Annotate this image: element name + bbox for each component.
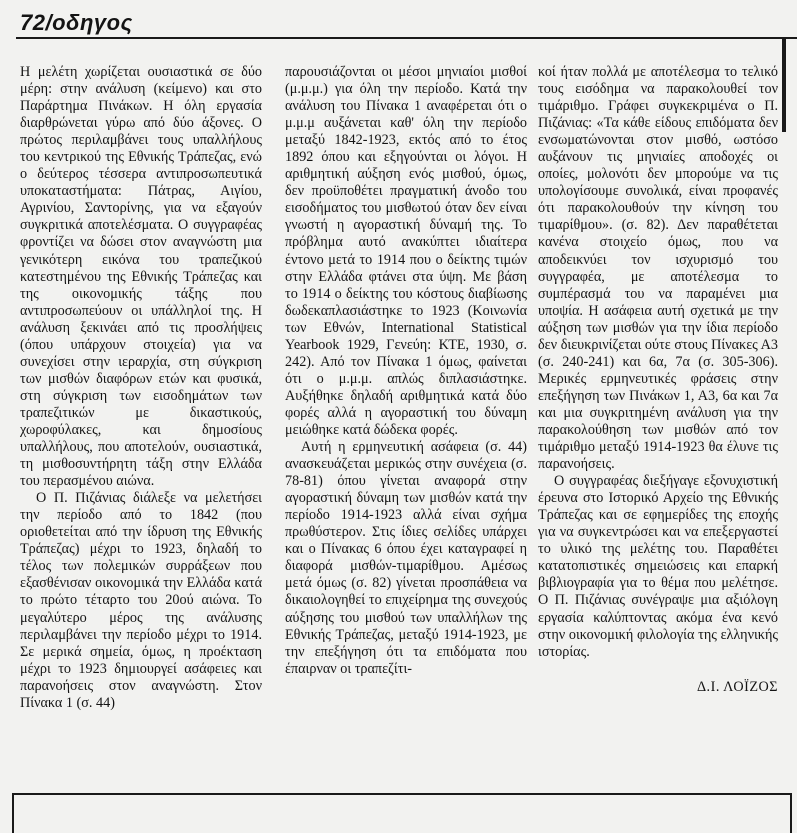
margin-bar [782, 38, 786, 132]
paragraph-period: Ο Π. Πιζάνιας διάλεξε να μελετήσει την περίοδο από το 1842 (που οριοθετείται από την ίδρυση της Εθνικής Τράπεζας) μέχρι το 1923, δηλαδή το τέλος των πολεμικών συρράξεων που εξασθένισαν οικονομικά την Ελλάδα κατά το πρώτο τέταρτο του 20ού αιώνα. Το μεγαλύτερο μέρος της ανάλυσης περιλαμβάνει την περίοδο μέχρι το 1914. Σε μερικά σημεία, όμως, η προέκταση μέχρι το 1923 δημιουργεί ασάφειες και παρανοήσεις στον αναγνώστη. Στον Πίνακα 1 (σ. 44) [20, 490, 262, 711]
author-signature: Δ.Ι. ΛΟΪΖΟΣ [696, 678, 778, 695]
page-header [16, 10, 797, 44]
paragraph-salaries: παρουσιάζονται οι μέσοι μηνιαίοι μισθοί (μ.μ.μ.) για όλη την περίοδο. Κατά την ανάλυση του Πίνακα 1 αναφέρεται ότι ο μ.μ.μ αυξάνεται καθ' όλη την περίοδο μεταξύ 1842-1923, εκτός από το έτος 1892 όπου και εξηγούνται οι λόγοι. Η αριθμητική αύξηση ενός μισθού, όμως, δεν προϋποθέτει πραγματική άνοδο του εισοδήματος του μισθωτού όταν δεν είναι γνωστή η αγοραστική δύναμή της. Το πρόβλημα αυτό ανακύπτει ιδιαίτερα έντονο μετά το 1914 που ο δείκτης τιμών στην Ελλάδα φτάνει στα ύψη. Με βάση το 1914 ο δείκτης του κόστους διαβίωσης δωδεκαπλασιάστηκε το 1923 (Κοινωνία των Εθνών, International Statistical Yearbook 1929, Γενεύη: ΚΤΕ, 1930, σ. 242). Από τον Πίνακα 1 όμως, φαίνεται ότι ο μ.μ.μ. απλώς διπλασιάστηκε. Αυξήθηκε δηλαδή αριθμητικά κατά δύο φορές αλλά η αγοραστική του δύναμη μειώθηκε κατά δώδεκα φορές. [285, 64, 527, 438]
paragraph-ambiguity: Αυτή η ερμηνευτική ασάφεια (σ. 44) ανασκευάζεται μερικώς στην συνέχεια (σ. 78-81) όπου γίνεται αναφορά στην αγοραστική δύναμη των μισθών κατά την περίοδο 1914-1923 αλλά είναι σχήμα πρωθύστερον. Στις ίδιες σελίδες υπάρχει και ο Πίνακας 6 όπου έχει καταγραφεί η διαφορά μισθών-τιμαρίθμου. Αμέσως μετά όμως (σ. 82) γίνεται προσπάθεια να δικαιολογηθεί το επιχείρημα της συνεχούς αύξησης του μισθού των υπαλλήλων της Εθνικής Τράπεζας, μεταξύ 1914-1923, με την επεξήγηση ότι τα επιδόματα που έπαιρναν οι τραπεζίτι- [285, 439, 527, 677]
page-number-section-title: 72/οδηγος [20, 10, 133, 35]
paragraph-conclusion: Ο συγγραφέας διεξήγαγε εξονυχιστική έρευνα στο Ιστορικό Αρχείο της Εθνικής Τράπεζας και σε εφημερίδες της εποχής για να συγκεντρώσει και να επεξεργαστεί το υλικό της μελέτης του. Παραθέτει κατατοπιστικές σημειώσεις και επαρκή βιβλιογραφία για το θέμα που μελέτησε. Ο Π. Πιζάνιας συνέγραψε μια αξιόλογη εργασία καλύπτοντας ακόμα ένα κενό στην οικονομική φιλολογία της ελληνικής ιστορίας. [538, 473, 778, 660]
article-column-3 [538, 64, 778, 696]
article-column-1 [20, 64, 262, 712]
paragraph-structure: Η μελέτη χωρίζεται ουσιαστικά σε δύο μέρη: στην ανάλυση (κείμενο) και στο Παράρτημα Πινάκων. Η όλη εργασία διαρθρώνεται γύρω από δύο άξονες. Ο πρώτος περιλαμβάνει τους υπαλλήλους του κεντρικού της Εθνικής Τράπεζας, ενώ ο δεύτερος τέσσερα αντιπροσωπευτικά υποκαταστήματα: Πάτρας, Αιγίου, Αγρινίου, Σαντορίνης, για να εξαγούν συγκριτικά αποτελέσματα. Ο συγγραφέας φροντίζει να δώσει στον αναγνώστη μια γενικότερη εικόνα του τραπεζικού κατεστημένου της Εθνικής Τράπεζας και της οικονομικής τάξης που αντιπροσωπεύουν οι υπάλληλοί της. Η ανάλυση ξεκινάει από τις προσλήψεις (όπου υπάρχουν στοιχεία) για να συνεχίσει στην ιεραρχία, στη σύγκριση των μισθών διαφόρων ετών και φυσικά, στη σύγκριση των εισοδημάτων των τραπεζιτικών με δικαστικούς, χωροφύλακες, και δημοσίους υπαλλήλους, που αποτελούν, ουσιαστικά, τη μισθοσυντήρητη τάξη στην Ελλάδα του περασμένου αιώνα. [20, 64, 262, 490]
paragraph-allowances: κοί ήταν πολλά με αποτέλεσμα το τελικό τους εισόδημα να παρακολουθεί τον τιμάριθμο. Γράφει συγκεκριμένα ο Π. Πιζάνιας: «Τα κάθε είδους επιδόματα δεν ενσωματώνονται στον μισθό, ωστόσο αυξάνουν τις μηνιαίες αποδοχές οι οποίες, μολονότι δεν μπορούμε να τις υπολογίσουμε συνολικά, είναι προφανές ότι παρακολουθούν την κίνηση του τιμαρίθμου». (σ. 82). Δεν παραθέτεται κανένα στοιχείο όμως, που να αποδεικνύει τον ισχυρισμό του συγγραφέα, με αποτέλεσμα το συμπέρασμά του να παραμένει μια υποψία. Η ασάφεια αυτή σχετικά με την αύξηση των μισθών για την ίδια περίοδο δεν διευκρινίζεται ούτε στους Πίνακες Α3 (σ. 240-241) και 6α, 7α (σ. 305-306). Μερικές ερμηνευτικές φράσεις στην επεξήγηση των Πινάκων 1, Α3, 6α και 7α και μια συγκριτημένη ανάλυση για την παρακολούθηση των μισθών από τον τιμάριθμο μεταξύ 1914-1923 θα έλυνε τις παρανοήσεις. [538, 64, 778, 473]
article-column-2 [285, 64, 527, 678]
bottom-frame [12, 793, 792, 833]
header-rule [16, 37, 797, 39]
